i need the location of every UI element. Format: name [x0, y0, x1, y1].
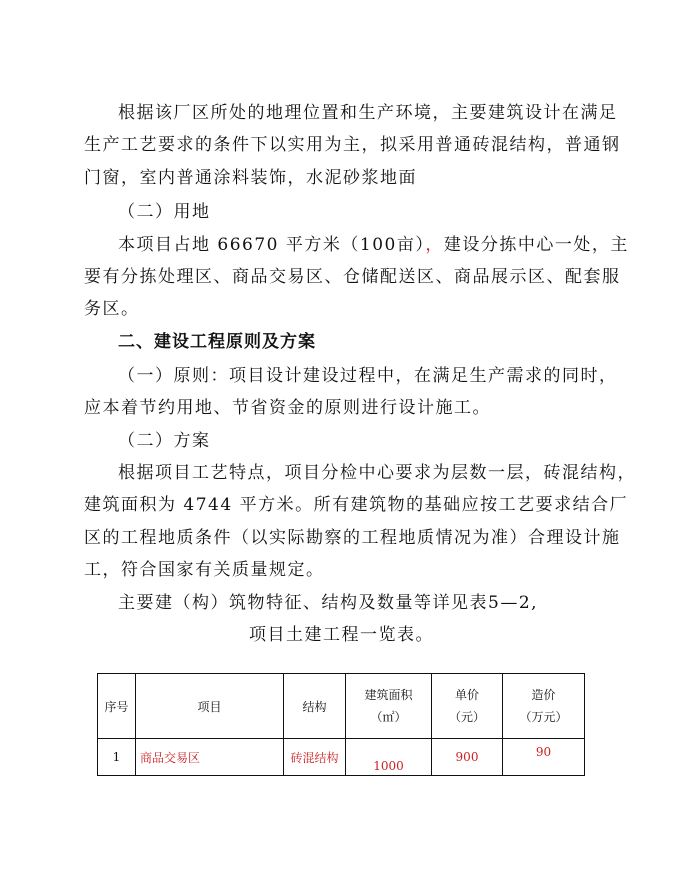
table-row [98, 739, 585, 776]
header-cost-label: 造价 [531, 688, 556, 702]
paragraph-line: 工，符合国家有关质量规定。 [84, 560, 325, 580]
land-area-text: 本项目占地 66670 平方米（100亩） [118, 235, 426, 255]
cell-cost: 90 [503, 739, 585, 776]
header-seq: 序号 [98, 674, 136, 739]
header-unit-price [432, 674, 503, 739]
highlight-comma: ， [425, 235, 444, 255]
header-item: 项目 [136, 674, 284, 739]
project-table [97, 673, 585, 776]
paragraph-line: 根据项目工艺特点，项目分检中心要求为层数一层，砖混结构， [118, 463, 636, 483]
paragraph-line: 门窗，室内普通涂料装饰，水泥砂浆地面 [84, 168, 417, 188]
paragraph-line: 区的工程地质条件（以实际勘察的工程地质情况为准）合理设计施 [84, 528, 621, 548]
section-heading: 二、建设工程原则及方案 [118, 332, 316, 352]
table-caption: 项目土建工程一览表。 [249, 625, 434, 645]
paragraph-line: 要有分拣处理区、商品交易区、仓储配送区、商品展示区、配套服 [84, 267, 621, 287]
cell-area: 1000 [346, 739, 432, 776]
cell-seq: 1 [98, 739, 136, 776]
header-cost-unit: （万元） [519, 710, 568, 724]
header-unit-price-unit: （元） [448, 710, 485, 724]
header-cost [503, 674, 585, 739]
paragraph-line: 应本着节约用地、节省资金的原则进行设计施工。 [84, 398, 491, 418]
cell-item: 商品交易区 [136, 739, 284, 776]
paragraph-line: 主要建（构）筑物特征、结构及数量等详见表5—2, [118, 593, 539, 613]
paragraph-line: 根据该厂区所处的地理位置和生产环境，主要建筑设计在满足 [118, 103, 618, 123]
subheading-land-use: （二）用地 [118, 202, 211, 222]
cell-structure: 砖混结构 [284, 739, 346, 776]
header-area [346, 674, 432, 739]
subheading-plan: （二）方案 [118, 431, 211, 451]
paragraph-line: 务区。 [84, 299, 140, 319]
subheading-principle: （一）原则：项目设计建设过程中，在满足生产需求的同时， [118, 366, 618, 386]
land-area-text-cont: 建设分拣中心一处，主 [443, 235, 629, 255]
cell-unit-price: 900 [432, 739, 503, 776]
header-unit-price-label: 单价 [454, 688, 479, 702]
paragraph-line [118, 233, 629, 257]
header-area-unit: （㎡） [370, 710, 407, 724]
paragraph-line: 生产工艺要求的条件下以实用为主，拟采用普通砖混结构，普通钢 [84, 135, 621, 155]
table-header-row [98, 674, 585, 739]
header-area-label: 建筑面积 [364, 688, 413, 702]
paragraph-line: 建筑面积为 4744 平方米。所有建筑物的基础应按工艺要求结合厂 [84, 495, 629, 515]
header-structure: 结构 [284, 674, 346, 739]
